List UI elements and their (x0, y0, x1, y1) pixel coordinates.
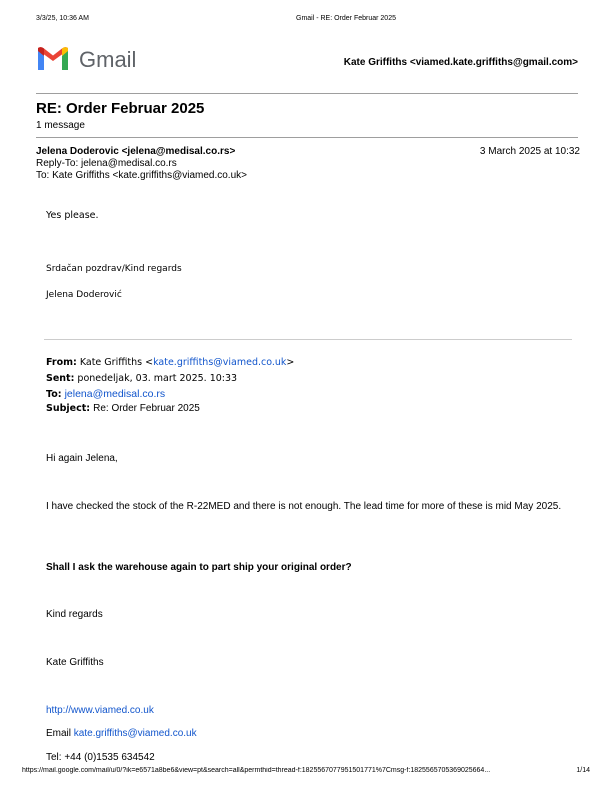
thread-subject: RE: Order Februar 2025 (36, 100, 205, 117)
quoted-signature-name: Kate Griffiths (46, 657, 104, 668)
quoted-paragraph-1: I have checked the stock of the R-22MED and there is not enough. The lead time for more of these is mid May 2025. (46, 501, 562, 512)
quoted-subject-value: Re: Order Februar 2025 (93, 403, 200, 414)
quoted-closing: Kind regards (46, 609, 103, 620)
gmail-wordmark: Gmail (79, 47, 137, 72)
website-link[interactable]: http://www.viamed.co.uk (46, 705, 154, 716)
quoted-greeting: Hi again Jelena, (46, 453, 118, 464)
print-footer-page: 1/14 (576, 767, 590, 774)
signature-tel: Tel: +44 (0)1535 634542 (46, 752, 155, 763)
quoted-subject (46, 403, 200, 414)
gmail-logo-icon (36, 46, 70, 72)
quoted-sent-value: ponedeljak, 03. mart 2025. 10:33 (77, 373, 238, 384)
message-to: To: Kate Griffiths <kate.griffiths@viamed.co.uk> (36, 170, 247, 181)
reply-line-1: Yes please. (46, 210, 99, 221)
signature-email (46, 728, 197, 739)
quote-divider (44, 339, 572, 340)
quoted-to (46, 388, 165, 400)
quoted-sent-label: Sent: (46, 373, 75, 384)
account-email: Kate Griffiths <viamed.kate.griffiths@gmail.com> (343, 57, 578, 68)
quoted-from-name: Kate Griffiths < (79, 357, 154, 368)
quoted-from-close: > (286, 357, 295, 368)
quoted-sent (46, 373, 237, 384)
message-reply-to: Reply-To: jelena@medisal.co.rs (36, 158, 177, 169)
quoted-from-label: From: (46, 357, 77, 368)
quoted-paragraph-2: Shall I ask the warehouse again to part ship your original order? (46, 562, 352, 573)
signature-email-label: Email (46, 728, 72, 739)
subject-divider (36, 137, 578, 138)
quoted-to-email-link[interactable]: jelena@medisal.co.rs (64, 388, 166, 400)
quoted-subject-label: Subject: (46, 403, 91, 414)
print-datetime: 3/3/25, 10:36 AM (36, 15, 89, 22)
header-divider (36, 93, 578, 94)
message-date: 3 March 2025 at 10:32 (479, 146, 580, 157)
reply-line-3: Jelena Doderović (46, 290, 122, 300)
print-title: Gmail - RE: Order Februar 2025 (296, 15, 396, 22)
print-footer-url: https://mail.google.com/mail/u/0/?ik=e6571a8be6&view=pt&search=all&permthid=thread-f:1825567077951501771%7Cmsg-f:1825565705369025664... (22, 767, 491, 774)
message-from: Jelena Doderovic <jelena@medisal.co.rs> (36, 146, 236, 157)
reply-line-2: Srdačan pozdrav/Kind regards (46, 264, 182, 274)
quoted-to-label: To: (46, 389, 62, 400)
quoted-from-email-link[interactable]: kate.griffiths@viamed.co.uk (153, 357, 287, 368)
message-count: 1 message (36, 120, 85, 131)
quoted-from (46, 357, 294, 368)
signature-email-link[interactable]: kate.griffiths@viamed.co.uk (73, 728, 197, 739)
